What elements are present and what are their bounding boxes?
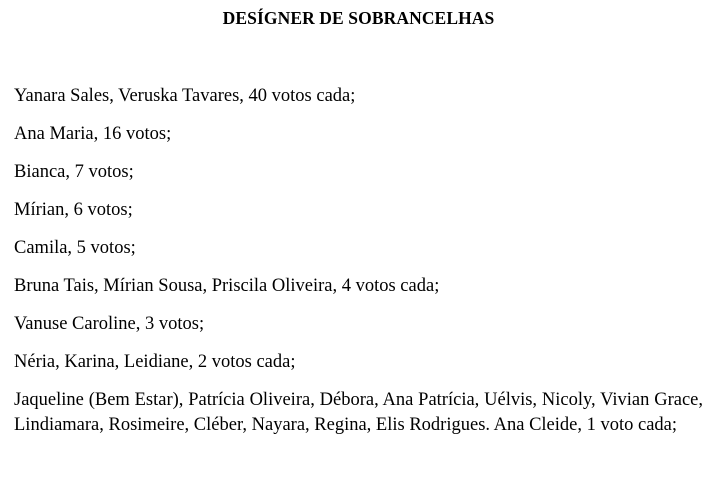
vote-entry: Néria, Karina, Leidiane, 2 votos cada; bbox=[14, 352, 296, 372]
vote-entry: Bianca, 7 votos; bbox=[14, 162, 134, 182]
vote-entry: Jaqueline (Bem Estar), Patrícia Oliveira, Débora, Ana Patrícia, Uélvis, Nicoly, Vivian Grace, Lindiamara, Rosimeire, Cléber, Nayara, Regina, Elis Rodrigues. Ana Cleide, 1 voto cada; bbox=[14, 390, 703, 435]
document-title: DESÍGNER DE SOBRANCELHAS bbox=[222, 8, 495, 28]
vote-entry: Yanara Sales, Veruska Tavares, 40 votos cada; bbox=[14, 86, 356, 106]
vote-entry: Bruna Tais, Mírian Sousa, Priscila Oliveira, 4 votos cada; bbox=[14, 276, 440, 296]
vote-entry: Mírian, 6 votos; bbox=[14, 200, 133, 220]
vote-list bbox=[14, 84, 703, 451]
vote-entry: Camila, 5 votos; bbox=[14, 238, 136, 258]
vote-entry: Ana Maria, 16 votos; bbox=[14, 124, 172, 144]
vote-entry: Vanuse Caroline, 3 votos; bbox=[14, 314, 205, 334]
